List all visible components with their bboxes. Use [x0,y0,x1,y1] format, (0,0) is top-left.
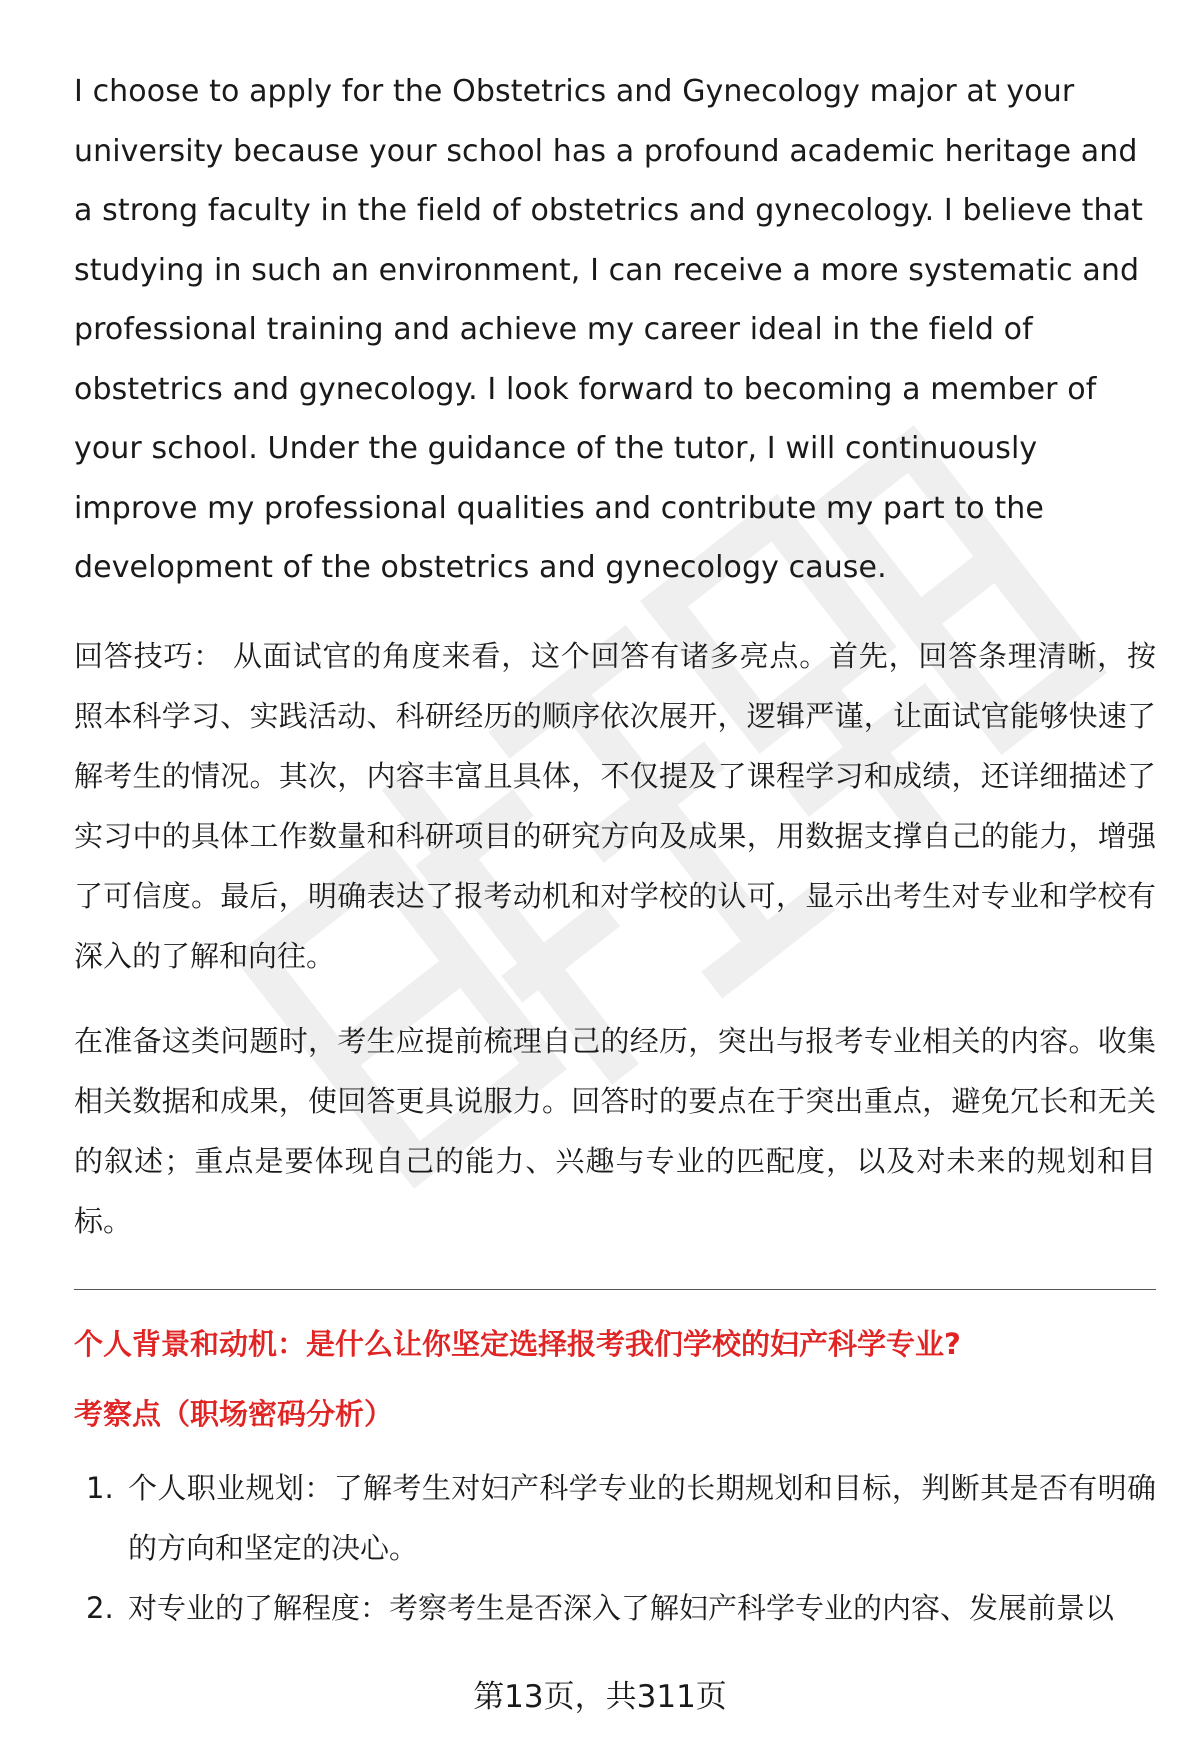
section-divider [74,1289,1156,1290]
list-item-number: 1. [86,1470,114,1505]
answer-tips-paragraph: 回答技巧： 从面试官的角度来看，这个回答有诸多亮点。首先，回答条理清晰，按照本科学习、实践活动、科研经历的顺序依次展开，逻辑严谨，让面试官能够快速了解考生的情况。其次，内容丰富且具体，不仅提及了课程学习和成绩，还详细描述了实习中的具体工作数量和科研项目的研究方向及成果，用数据支撑自己的能力，增强了可信度。最后，明确表达了报考动机和对学校的认可，显示出考生对专业和学校有深入的了解和向往。 [74,638,1156,973]
list-item [74,1458,1156,1578]
list-item [74,1578,1156,1638]
list-item-text: 个人职业规划：了解考生对妇产科学专业的长期规划和目标，判断其是否有明确的方向和坚定的决心。 [128,1470,1156,1565]
english-answer-paragraph: I choose to apply for the Obstetrics and Gynecology major at your university because your school has a profound academic heritage and a strong faculty in the field of obstetrics and gynecology. I believe that studying in such an environment, I can receive a more systematic and professional training and achieve my career ideal in the field of obstetrics and gynecology. I look forward to becoming a member of your school. Under the guidance of the tutor, I will continuously improve my professional qualities and contribute my part to the development of the obstetrics and gynecology cause. [74,74,1143,585]
page-number-footer: 第13页，共311页 [473,1679,727,1715]
document-page [74,62,1156,1638]
question-heading: 个人背景和动机：是什么让你坚定选择报考我们学校的妇产科学专业? [74,1326,961,1361]
list-item-number: 2. [86,1590,114,1625]
preparation-advice-paragraph: 在准备这类问题时，考生应提前梳理自己的经历，突出与报考专业相关的内容。收集相关数据和成果，使回答更具说服力。回答时的要点在于突出重点，避免冗长和无关的叙述；重点是要体现自己的能力、兴趣与专业的匹配度，以及对未来的规划和目标。 [74,1023,1156,1238]
assessment-heading: 考察点（职场密码分析） [74,1396,394,1431]
list-item-text: 对专业的了解程度：考察考生是否深入了解妇产科学专业的内容、发展前景以 [128,1590,1115,1625]
assessment-list [74,1458,1156,1638]
